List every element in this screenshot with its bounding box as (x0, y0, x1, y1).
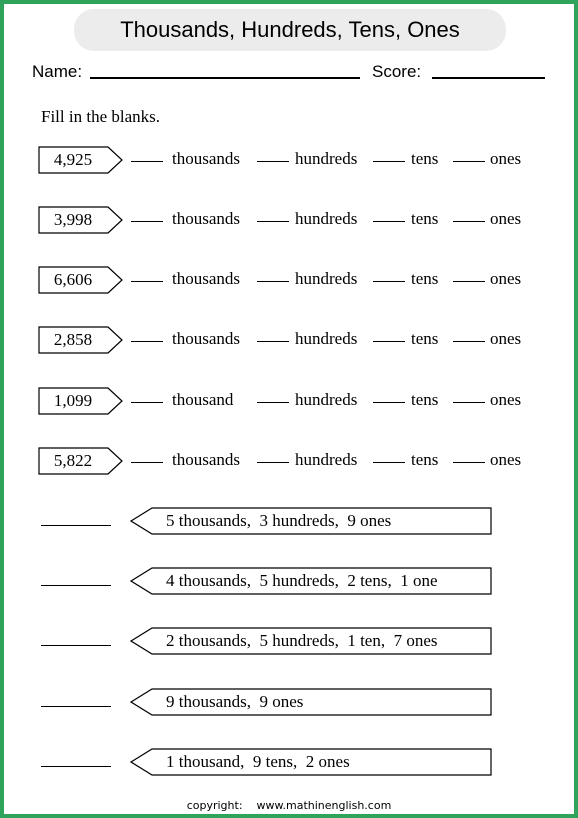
expand-row (0, 266, 578, 296)
hundreds-label: hundreds (295, 329, 358, 348)
expand-row (0, 447, 578, 477)
thousands-blank[interactable] (131, 161, 163, 162)
ones-label: ones (490, 149, 522, 168)
ones-label: ones (490, 269, 522, 288)
write-number-row (0, 627, 578, 657)
number-tag (38, 447, 124, 477)
hundreds-blank[interactable] (257, 221, 289, 222)
name-score-bar (32, 60, 552, 86)
number-tag (38, 206, 124, 236)
ones-blank[interactable] (453, 221, 485, 222)
tens-label: tens (411, 209, 439, 228)
ones-label: ones (490, 209, 522, 228)
instructions: Fill in the blanks. (41, 107, 160, 126)
place-value-description: 4 thousands, 5 hundreds, 2 tens, 1 one (166, 571, 438, 590)
answer-blank[interactable] (41, 525, 111, 526)
hundreds-label: hundreds (295, 269, 358, 288)
description-arrow (130, 507, 494, 537)
place-value-description: 5 thousands, 3 hundreds, 9 ones (166, 511, 392, 530)
tens-blank[interactable] (373, 221, 405, 222)
number-tag (38, 326, 124, 356)
ones-label: ones (490, 390, 522, 409)
ones-label: ones (490, 450, 522, 469)
expand-row (0, 326, 578, 356)
tens-blank[interactable] (373, 161, 405, 162)
copyright-footer: copyright: www.mathinenglish.com (186, 799, 392, 812)
thousands-blank[interactable] (131, 341, 163, 342)
title-text: Thousands, Hundreds, Tens, Ones (120, 17, 460, 42)
number-value: 4,925 (53, 150, 93, 169)
hundreds-label: hundreds (295, 450, 358, 469)
write-number-row (0, 507, 578, 537)
thousands-label: thousands (172, 450, 240, 469)
number-value: 5,822 (53, 451, 93, 470)
expand-row (0, 146, 578, 176)
number-tag (38, 387, 124, 417)
number-value: 2,858 (53, 330, 93, 349)
ones-blank[interactable] (453, 281, 485, 282)
description-arrow (130, 688, 494, 718)
description-arrow (130, 748, 494, 778)
thousands-label: thousands (172, 269, 240, 288)
thousands-label: thousands (172, 329, 240, 348)
thousands-label: thousands (172, 149, 240, 168)
description-arrow (130, 627, 494, 657)
name-label: Name: (32, 62, 83, 81)
thousands-blank[interactable] (131, 402, 163, 403)
write-number-row (0, 567, 578, 597)
thousands-blank[interactable] (131, 462, 163, 463)
number-tag (38, 266, 124, 296)
ones-blank[interactable] (453, 341, 485, 342)
tens-blank[interactable] (373, 402, 405, 403)
score-field[interactable] (432, 77, 545, 79)
tens-blank[interactable] (373, 341, 405, 342)
hundreds-label: hundreds (295, 149, 358, 168)
ones-blank[interactable] (453, 462, 485, 463)
answer-blank[interactable] (41, 645, 111, 646)
tens-label: tens (411, 329, 439, 348)
worksheet-title (74, 9, 506, 51)
place-value-description: 9 thousands, 9 ones (166, 692, 304, 711)
write-number-row (0, 688, 578, 718)
thousands-label: thousands (172, 209, 240, 228)
hundreds-blank[interactable] (257, 281, 289, 282)
answer-blank[interactable] (41, 766, 111, 767)
score-label: Score: (372, 62, 422, 81)
place-value-description: 2 thousands, 5 hundreds, 1 ten, 7 ones (166, 631, 438, 650)
number-value: 3,998 (53, 210, 93, 229)
ones-blank[interactable] (453, 402, 485, 403)
place-value-description: 1 thousand, 9 tens, 2 ones (166, 752, 350, 771)
number-value: 1,099 (53, 391, 93, 410)
thousands-blank[interactable] (131, 281, 163, 282)
tens-label: tens (411, 149, 439, 168)
answer-blank[interactable] (41, 585, 111, 586)
tens-label: tens (411, 390, 439, 409)
tens-blank[interactable] (373, 462, 405, 463)
expand-row (0, 206, 578, 236)
description-arrow (130, 567, 494, 597)
hundreds-label: hundreds (295, 209, 358, 228)
hundreds-blank[interactable] (257, 341, 289, 342)
number-tag (38, 146, 124, 176)
expand-row (0, 387, 578, 417)
hundreds-blank[interactable] (257, 161, 289, 162)
tens-blank[interactable] (373, 281, 405, 282)
answer-blank[interactable] (41, 706, 111, 707)
hundreds-blank[interactable] (257, 402, 289, 403)
tens-label: tens (411, 269, 439, 288)
name-field[interactable] (90, 77, 360, 79)
tens-label: tens (411, 450, 439, 469)
ones-label: ones (490, 329, 522, 348)
ones-blank[interactable] (453, 161, 485, 162)
write-number-row (0, 748, 578, 778)
thousands-blank[interactable] (131, 221, 163, 222)
hundreds-label: hundreds (295, 390, 358, 409)
hundreds-blank[interactable] (257, 462, 289, 463)
number-value: 6,606 (53, 270, 93, 289)
thousands-label: thousand (172, 390, 234, 409)
